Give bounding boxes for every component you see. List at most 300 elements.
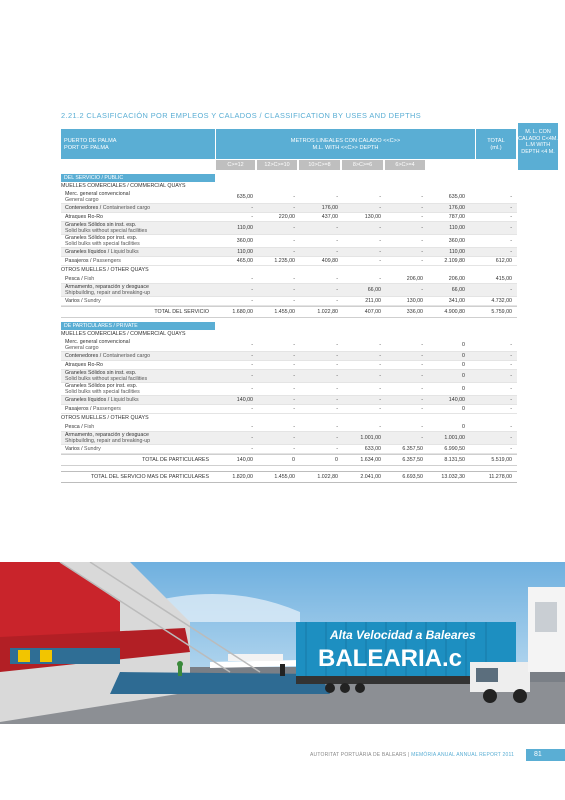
header-ml-l1: M. L. CON xyxy=(525,129,551,135)
row-value: - xyxy=(379,362,381,368)
public-total-row-value: 336,00 xyxy=(406,309,423,315)
row-value: 176,00 xyxy=(321,205,338,211)
table-row xyxy=(61,222,517,235)
row-value: - xyxy=(379,353,381,359)
row-value: - xyxy=(336,298,338,304)
port-photo-illustration xyxy=(0,562,565,724)
public-total-row-value: 1.022,80 xyxy=(317,309,338,315)
row-value: 130,00 xyxy=(364,214,381,220)
row-label-en: Liquid bulks xyxy=(110,397,139,403)
row-label-slash: / xyxy=(79,446,85,452)
depth-col-4: 8>C>=6 xyxy=(342,160,383,170)
row-value: - xyxy=(336,342,338,348)
row-value: 140,00 xyxy=(448,397,465,403)
row-value: - xyxy=(379,249,381,255)
row-value: - xyxy=(421,435,423,441)
table-row xyxy=(61,235,517,248)
row-label-es: Pasajeros xyxy=(65,258,89,264)
row-value: - xyxy=(336,249,338,255)
row-value: - xyxy=(293,435,295,441)
depth-col-5: 6>C>=4 xyxy=(385,160,425,170)
row-value: - xyxy=(293,397,295,403)
row-value: - xyxy=(421,287,423,293)
row-label xyxy=(65,275,215,283)
row-value: - xyxy=(251,435,253,441)
private-total-row-value: 8.131,50 xyxy=(444,457,465,463)
group-header-other: OTROS MUELLES / OTHER QUAYS xyxy=(61,267,149,273)
row-value: 0 xyxy=(462,373,465,379)
table-row xyxy=(61,370,517,383)
row-label xyxy=(65,222,215,234)
row-label xyxy=(65,248,215,256)
row-value: - xyxy=(510,386,512,392)
table-row xyxy=(61,339,517,352)
header-ml-l2: CALADO C<4M. xyxy=(518,135,558,142)
row-value: - xyxy=(336,238,338,244)
row-label-slash: / xyxy=(79,276,85,282)
truck-window xyxy=(476,668,498,682)
row-label-es: Pesca xyxy=(65,424,80,430)
row-value: - xyxy=(336,386,338,392)
truck-wheel xyxy=(513,689,527,703)
row-label-es: Graneles líquidos xyxy=(65,397,107,403)
row-value: - xyxy=(510,435,512,441)
row-value: - xyxy=(421,424,423,430)
private-total-row-value: 6.357,50 xyxy=(402,457,423,463)
row-value: - xyxy=(379,276,381,282)
row-value: - xyxy=(421,194,423,200)
row-value: 110,00 xyxy=(449,225,465,231)
row-value: - xyxy=(251,386,253,392)
row-value: 110,00 xyxy=(237,225,253,231)
row-label-es: Varios xyxy=(65,446,80,452)
grand-total-row-label: TOTAL DEL SERVICIO MAS DE PARTICULARES xyxy=(90,474,209,480)
row-label-slash: / xyxy=(98,205,103,211)
port-photo xyxy=(0,562,565,724)
public-section-bar: DEL SERVICIO / PUBLIC xyxy=(61,174,215,182)
header-metros xyxy=(216,129,475,159)
table-row xyxy=(61,361,517,370)
row-label-en: Passengers xyxy=(92,406,121,412)
row-value: 0 xyxy=(462,406,465,412)
grand-total-row-value: 1.455,00 xyxy=(274,474,295,480)
table-row xyxy=(61,284,517,297)
private-total-row-value: 1.634,00 xyxy=(360,457,381,463)
trailer-wheel xyxy=(355,683,365,693)
row-label-en: General cargo xyxy=(65,345,99,351)
row-value: - xyxy=(379,397,381,403)
header-port-en: PORT OF PALMA xyxy=(64,145,109,151)
row-label-es: Graneles Sólidos por inst. esp. xyxy=(65,235,138,241)
row-label-en: Sundry xyxy=(84,446,101,452)
row-value: - xyxy=(510,214,512,220)
table-row xyxy=(61,204,517,213)
private-total-row-value: 5.519,00 xyxy=(491,457,512,463)
row-label-es: Contenedores xyxy=(65,205,99,211)
row-value: 6.990,50 xyxy=(444,446,465,452)
row-value: - xyxy=(510,397,512,403)
row-label-es: Graneles Sólidos por inst. esp. xyxy=(65,383,138,389)
row-label xyxy=(65,405,215,413)
private-total-row-value: 0 xyxy=(292,457,295,463)
row-value: - xyxy=(336,435,338,441)
row-value: - xyxy=(510,238,512,244)
table-row xyxy=(61,257,517,266)
row-value: 787,00 xyxy=(448,214,465,220)
row-value: - xyxy=(379,225,381,231)
row-label xyxy=(65,361,215,369)
row-value: - xyxy=(510,373,512,379)
grand-total-row-value: 6.693,50 xyxy=(402,474,423,480)
row-value: 140,00 xyxy=(236,397,253,403)
row-value: 409,80 xyxy=(321,258,338,264)
public-total-row-label: TOTAL DEL SERVICIO xyxy=(154,309,209,315)
row-label-es: Atraques Ro-Ro xyxy=(65,362,103,368)
row-value: - xyxy=(379,373,381,379)
row-value: - xyxy=(251,205,253,211)
table-row xyxy=(61,248,517,257)
row-value: 110,00 xyxy=(449,249,465,255)
row-label-es: Armamento, reparación y desguace xyxy=(65,432,149,438)
grand-total-row-value: 2.041,00 xyxy=(360,474,381,480)
row-label-en: Containerised cargo xyxy=(102,353,151,359)
grand-total-row xyxy=(61,471,517,483)
table-header xyxy=(61,129,517,159)
row-value: - xyxy=(421,353,423,359)
row-label-es: Graneles Sólidos sin inst. esp. xyxy=(65,370,137,376)
row-value: 6.357,50 xyxy=(402,446,423,452)
footer-report: MEMÒRIA ANUAL ANNUAL REPORT 2011 xyxy=(411,752,515,758)
row-value: - xyxy=(251,276,253,282)
header-metros-en: M.L. WITH <<C>> DEPTH xyxy=(312,145,379,151)
row-value: 0 xyxy=(462,424,465,430)
row-value: - xyxy=(379,342,381,348)
page-number: 81 xyxy=(526,749,565,761)
row-label-es: Armamento, reparación y desguace xyxy=(65,284,149,290)
row-value: - xyxy=(251,287,253,293)
row-value: 415,00 xyxy=(495,276,512,282)
private-total-row-label: TOTAL DE PARTICULARES xyxy=(142,457,209,463)
row-label xyxy=(65,396,215,404)
table-row xyxy=(61,405,517,414)
row-value: 1.001,00 xyxy=(444,435,465,441)
row-value: - xyxy=(293,205,295,211)
public-total-row-value: 1.455,00 xyxy=(274,309,295,315)
row-label xyxy=(65,423,215,431)
row-value: - xyxy=(293,362,295,368)
trailer-wheel xyxy=(325,683,335,693)
container-slogan: Alta Velocidad a Baleares xyxy=(330,628,476,642)
public-total-row-value: 407,00 xyxy=(364,309,381,315)
row-value: - xyxy=(251,424,253,430)
row-value: 66,00 xyxy=(367,287,381,293)
table-row xyxy=(61,352,517,361)
row-value: - xyxy=(336,373,338,379)
row-label-slash: / xyxy=(88,406,93,412)
row-label-es: Graneles Sólidos sin inst. esp. xyxy=(65,222,137,228)
table-row xyxy=(61,297,517,306)
row-label-en: Containerised cargo xyxy=(102,205,151,211)
row-value: - xyxy=(293,386,295,392)
row-value: - xyxy=(336,287,338,293)
row-label xyxy=(65,213,215,221)
grand-total-row-value: 1.820,00 xyxy=(232,474,253,480)
depth-classification-table xyxy=(61,129,558,483)
grand-total-row-value: 13.032,30 xyxy=(441,474,465,480)
row-label xyxy=(65,370,215,382)
depth-col-1: C>=12 xyxy=(216,160,255,170)
row-value: 0 xyxy=(462,342,465,348)
row-value: - xyxy=(379,386,381,392)
row-value: 633,00 xyxy=(364,446,381,452)
row-label-es: Graneles líquidos xyxy=(65,249,107,255)
row-value: 360,00 xyxy=(448,238,465,244)
table-row xyxy=(61,383,517,396)
row-value: - xyxy=(336,276,338,282)
row-label xyxy=(65,257,215,265)
row-value: 465,00 xyxy=(236,258,253,264)
row-label-slash: / xyxy=(106,249,111,255)
header-ml-l3: L.M WITH xyxy=(525,142,551,149)
table-row xyxy=(61,423,517,432)
row-value: - xyxy=(421,238,423,244)
worker-body xyxy=(280,664,285,676)
row-value: - xyxy=(421,373,423,379)
group-header-commercial: MUELLES COMERCIALES / COMMERCIAL QUAYS xyxy=(61,331,186,337)
row-label-slash: / xyxy=(79,298,85,304)
row-value: - xyxy=(510,446,512,452)
row-value: - xyxy=(251,406,253,412)
private-section-bar: DE PARTICULARES / PRIVATE xyxy=(61,322,215,330)
row-value: 211,00 xyxy=(365,298,381,304)
grand-total-row-value: 1.022,80 xyxy=(317,474,338,480)
row-value: - xyxy=(293,373,295,379)
row-value: 110,00 xyxy=(237,249,253,255)
header-total-label: TOTAL xyxy=(487,138,505,144)
row-value: 0 xyxy=(462,362,465,368)
row-value: - xyxy=(421,386,423,392)
row-value: - xyxy=(251,373,253,379)
depth-subheader xyxy=(61,160,517,170)
row-value: 635,00 xyxy=(236,194,253,200)
row-value: - xyxy=(293,342,295,348)
footer xyxy=(310,752,514,758)
row-label-en: Sundry xyxy=(84,298,101,304)
private-total-row xyxy=(61,454,517,466)
row-value: - xyxy=(293,225,295,231)
row-value: - xyxy=(293,446,295,452)
header-total-unit: (ml.) xyxy=(490,145,502,151)
row-value: 341,00 xyxy=(448,298,465,304)
row-value: - xyxy=(251,214,253,220)
row-value: 0 xyxy=(462,353,465,359)
header-ml-shallow xyxy=(518,123,558,170)
row-value: 206,00 xyxy=(406,276,423,282)
row-value: - xyxy=(251,298,253,304)
row-label-en: Fish xyxy=(84,424,95,430)
row-label-en: Shipbuilding, repair and breaking-up xyxy=(65,290,151,296)
row-value: - xyxy=(251,353,253,359)
header-total xyxy=(476,129,516,159)
row-value: 66,00 xyxy=(451,287,465,293)
row-value: - xyxy=(336,353,338,359)
row-value: - xyxy=(379,194,381,200)
row-value: - xyxy=(510,249,512,255)
row-value: - xyxy=(293,406,295,412)
row-label-es: Atraques Ro-Ro xyxy=(65,214,103,220)
row-value: - xyxy=(379,238,381,244)
header-port xyxy=(61,129,215,159)
row-label xyxy=(65,284,215,296)
table-row xyxy=(61,275,517,284)
row-label-slash: / xyxy=(79,424,85,430)
row-value: - xyxy=(421,214,423,220)
row-label xyxy=(65,352,215,360)
container-brand: BALEARIA.c xyxy=(318,645,463,672)
row-value: - xyxy=(379,205,381,211)
row-value: - xyxy=(379,258,381,264)
row-value: 437,00 xyxy=(321,214,338,220)
row-value: - xyxy=(421,225,423,231)
row-value: - xyxy=(293,276,295,282)
row-value: - xyxy=(336,406,338,412)
row-value: - xyxy=(379,406,381,412)
row-value: 1.001,00 xyxy=(360,435,381,441)
row-value: 1.235,00 xyxy=(274,258,295,264)
row-value: - xyxy=(510,205,512,211)
public-total-row-value: 1.680,00 xyxy=(232,309,253,315)
reefer-panel xyxy=(535,602,557,632)
header-ml-l4: DEPTH <4 M. xyxy=(521,148,555,155)
row-label-en: Solid bulks with special facilities xyxy=(65,389,140,395)
row-value: 635,00 xyxy=(448,194,465,200)
row-label-en: Solid bulks with special facilities xyxy=(65,241,140,247)
row-label-en: Passengers xyxy=(92,258,121,264)
row-value: - xyxy=(510,194,512,200)
row-value: 2.109,80 xyxy=(444,258,465,264)
table-row xyxy=(61,432,517,445)
row-value: - xyxy=(421,406,423,412)
public-total-row-value: 5.759,00 xyxy=(491,309,512,315)
row-value: - xyxy=(510,406,512,412)
row-label xyxy=(65,339,215,351)
truck-wheel xyxy=(483,689,497,703)
row-value: - xyxy=(336,424,338,430)
safety-marking xyxy=(40,650,52,662)
row-value: - xyxy=(421,397,423,403)
row-label-es: Merc. general convencional xyxy=(65,191,130,197)
grand-total-row-value: 11.278,00 xyxy=(488,474,512,480)
row-value: 4.732,00 xyxy=(491,298,512,304)
row-label-es: Varios xyxy=(65,298,80,304)
trailer-wheel xyxy=(340,683,350,693)
safety-marking xyxy=(18,650,30,662)
row-value: - xyxy=(510,353,512,359)
row-value: - xyxy=(379,424,381,430)
row-value: - xyxy=(510,424,512,430)
row-value: - xyxy=(336,362,338,368)
row-value: - xyxy=(293,287,295,293)
footer-separator: | xyxy=(408,752,410,758)
row-label xyxy=(65,432,215,444)
row-label xyxy=(65,191,215,203)
row-value: - xyxy=(251,342,253,348)
row-label xyxy=(65,204,215,212)
row-value: 0 xyxy=(462,386,465,392)
section-title: 2.21.2 CLASIFICACIÓN POR EMPLEOS Y CALADOS / CLASSIFICATION BY USES AND DEPTHS xyxy=(61,111,422,120)
row-label-es: Merc. general convencional xyxy=(65,339,130,345)
row-value: - xyxy=(421,205,423,211)
row-label-en: General cargo xyxy=(65,197,99,203)
public-total-row xyxy=(61,306,517,318)
row-value: - xyxy=(293,238,295,244)
table-row xyxy=(61,191,517,204)
row-label-en: Liquid bulks xyxy=(110,249,139,255)
row-label-en: Fish xyxy=(84,276,95,282)
row-label-en: Shipbuilding, repair and breaking-up xyxy=(65,438,151,444)
row-value: - xyxy=(293,298,295,304)
row-value: - xyxy=(421,258,423,264)
row-label-es: Contenedores xyxy=(65,353,99,359)
row-value: - xyxy=(293,194,295,200)
table-row xyxy=(61,445,517,454)
row-label-slash: / xyxy=(98,353,103,359)
table-row xyxy=(61,213,517,222)
header-metros-es: METROS LINEALES CON CALADO <<C>> xyxy=(290,138,401,144)
row-label-en: Solid bulks without special facilities xyxy=(65,228,148,234)
group-header-commercial: MUELLES COMERCIALES / COMMERCIAL QUAYS xyxy=(61,183,186,189)
row-value: 176,00 xyxy=(448,205,465,211)
row-value: 130,00 xyxy=(406,298,423,304)
row-value: - xyxy=(293,353,295,359)
row-value: 206,00 xyxy=(448,276,465,282)
header-port-es: PUERTO DE PALMA xyxy=(64,138,117,144)
row-value: - xyxy=(510,225,512,231)
row-label xyxy=(65,445,215,453)
public-total-row-value: 4.900,80 xyxy=(444,309,465,315)
table-row xyxy=(61,396,517,405)
row-label-es: Pasajeros xyxy=(65,406,89,412)
row-value: - xyxy=(510,287,512,293)
row-value: 220,00 xyxy=(278,214,295,220)
row-value: - xyxy=(251,446,253,452)
group-header-other: OTROS MUELLES / OTHER QUAYS xyxy=(61,415,149,421)
row-value: - xyxy=(421,342,423,348)
row-label-en: Solid bulks without special facilities xyxy=(65,376,148,382)
row-value: 612,00 xyxy=(495,258,512,264)
row-value: - xyxy=(251,362,253,368)
row-value: - xyxy=(293,249,295,255)
depth-col-3: 10>C>=8 xyxy=(299,160,340,170)
row-value: - xyxy=(510,342,512,348)
row-value: - xyxy=(336,446,338,452)
row-label-slash: / xyxy=(88,258,93,264)
row-value: - xyxy=(421,362,423,368)
row-value: - xyxy=(336,225,338,231)
row-value: - xyxy=(421,249,423,255)
depth-col-2: 12>C>=10 xyxy=(257,160,297,170)
private-total-row-value: 0 xyxy=(335,457,338,463)
row-value: - xyxy=(336,397,338,403)
footer-authority: AUTORITAT PORTUÀRIA DE BALEARS xyxy=(310,752,407,758)
row-label-slash: / xyxy=(106,397,111,403)
worker-body xyxy=(178,666,182,676)
private-total-row-value: 140,00 xyxy=(236,457,253,463)
table-body xyxy=(61,174,517,483)
row-label xyxy=(65,297,215,305)
row-value: - xyxy=(510,362,512,368)
row-label xyxy=(65,383,215,395)
